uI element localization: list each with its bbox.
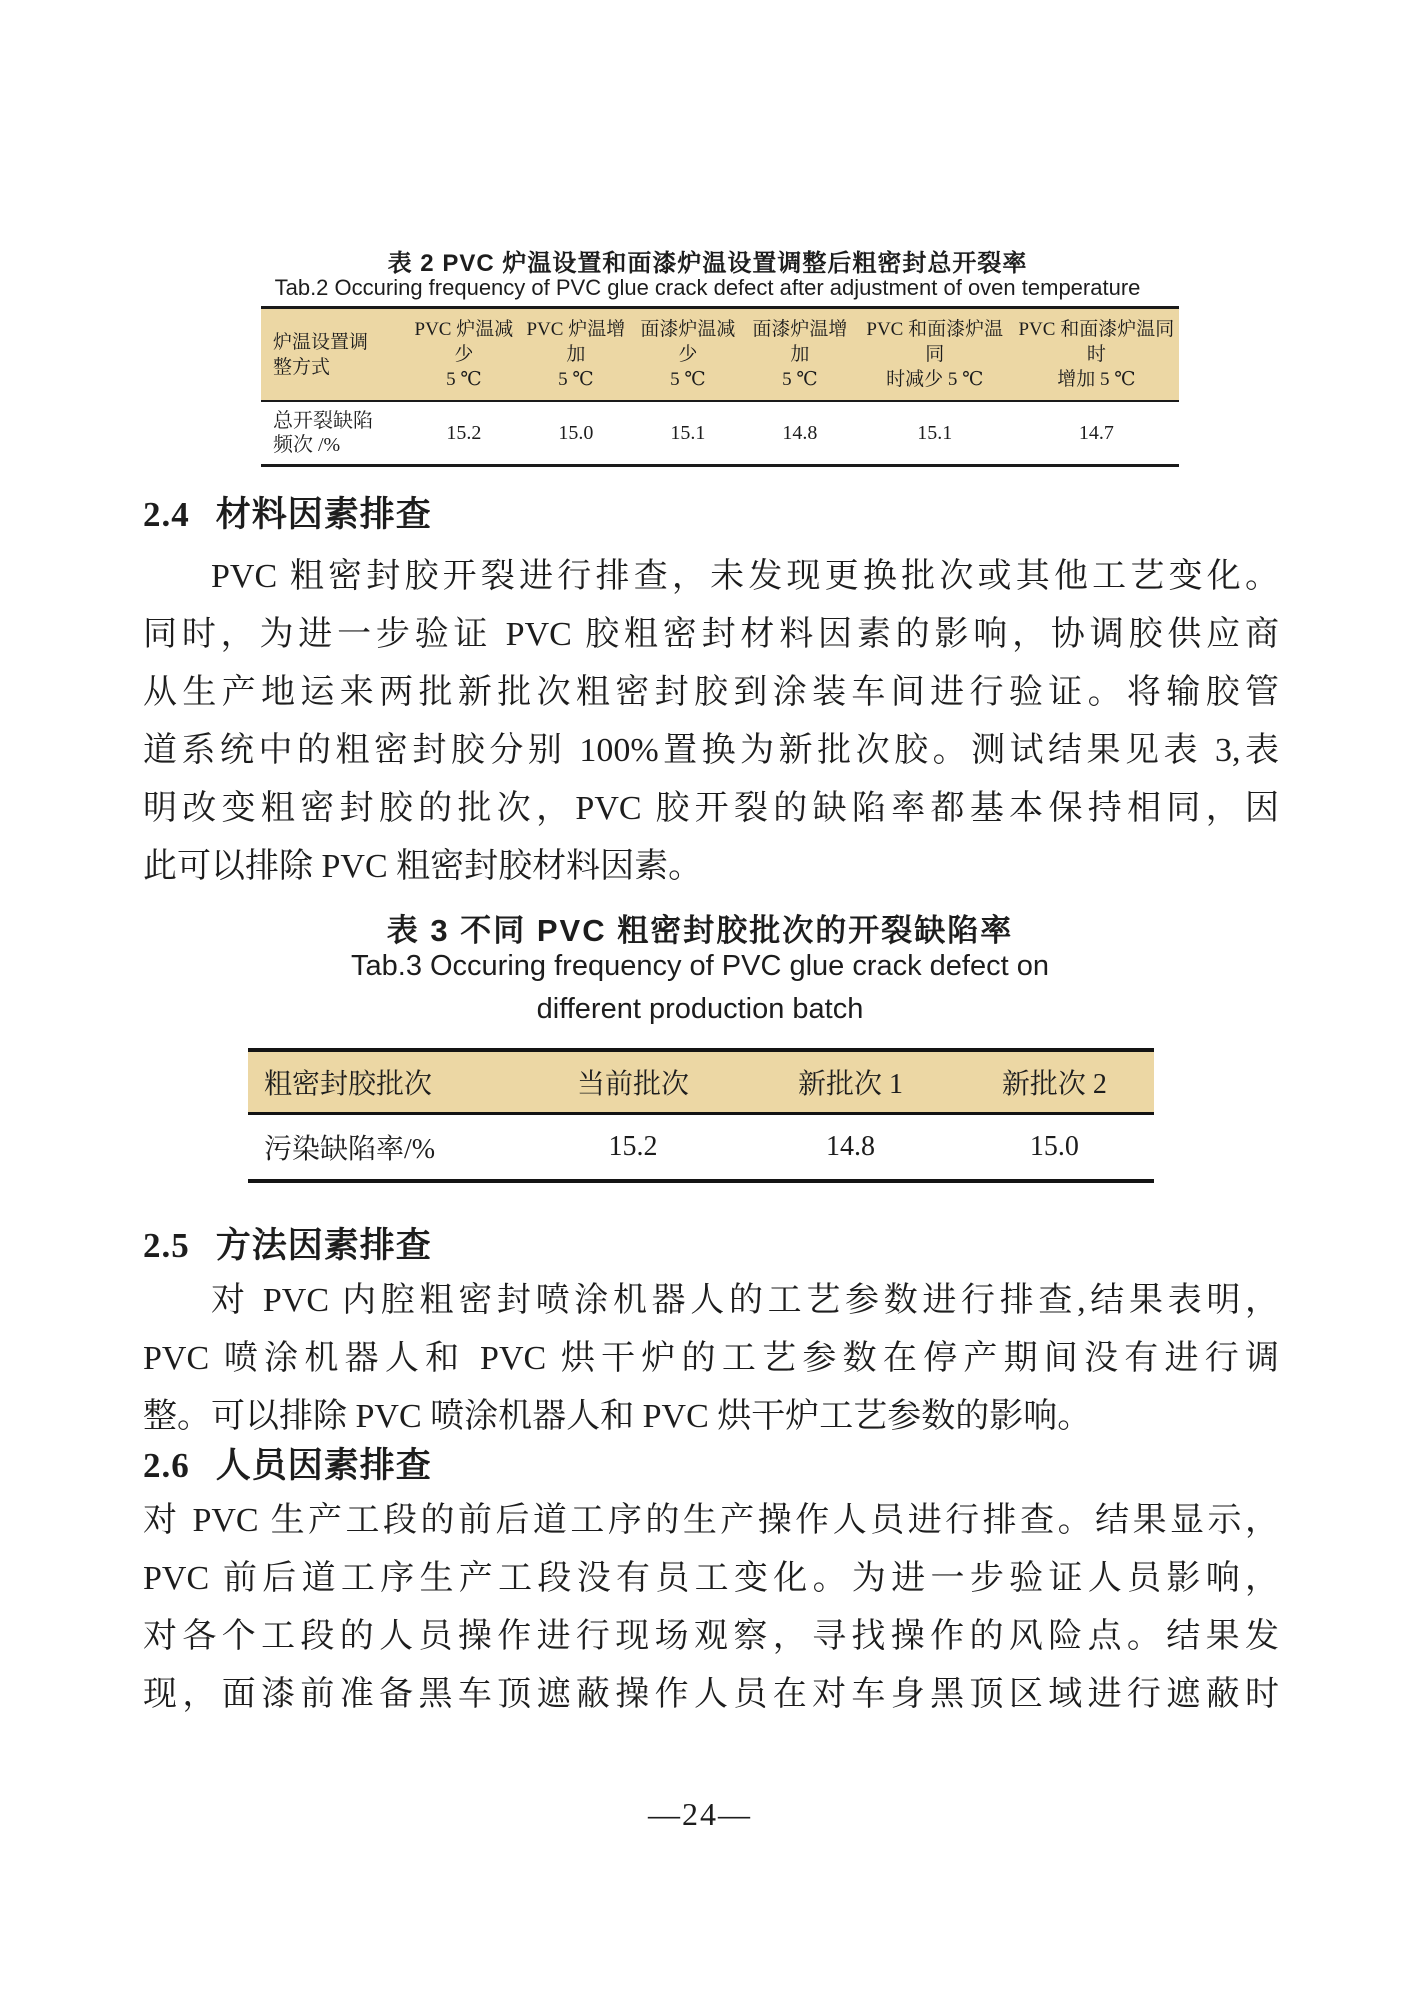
page-number: —24—	[648, 1796, 752, 1832]
table2-value: 14.8	[782, 422, 818, 444]
table2-header-text: 增加 5 ℃	[1057, 369, 1136, 390]
table3-header-cell: 新批次 2	[955, 1050, 1154, 1114]
table3-data-row	[248, 1114, 1154, 1182]
table2-value: 15.1	[670, 422, 706, 444]
table2-data-row	[261, 401, 1179, 466]
table3-header-cell: 新批次 1	[746, 1050, 954, 1114]
section-2-5-heading	[143, 1218, 1279, 1268]
table2-value: 15.1	[917, 422, 953, 444]
paragraph-line: PVC 喷涂机器人和 PVC 烘干炉的工艺参数在停产期间没有进行调	[143, 1340, 1279, 1377]
paragraph-line: PVC 前后道工序生产工段没有员工变化。为进一步验证人员影响，	[143, 1560, 1279, 1597]
section-2-4-heading	[143, 487, 1279, 537]
table3	[248, 1048, 1154, 1183]
paragraph-line: 此可以排除 PVC 粗密封胶材料因素。	[143, 848, 703, 885]
table2-row-label	[261, 401, 408, 466]
section-2-6-heading	[143, 1438, 1279, 1488]
table3-value: 15.2	[608, 1131, 658, 1162]
table3-header-cell: 当前批次	[520, 1050, 747, 1114]
section-2-4-paragraph	[143, 548, 1279, 896]
section-title: 方法因素排查	[215, 1226, 432, 1265]
table2-header-text: 炉温设置调	[273, 331, 369, 353]
table2-header-text: 面漆炉温减少	[640, 319, 736, 365]
paragraph-line: 对各个工段的人员操作进行现场观察，寻找操作的风险点。结果发	[143, 1618, 1279, 1655]
table2-value: 14.7	[1078, 422, 1114, 444]
table2-header-cell	[744, 308, 856, 402]
table2-header-text: 5 ℃	[670, 369, 706, 390]
section-2-6-paragraph	[143, 1492, 1279, 1724]
table2-header-text: PVC 和面漆炉温同	[866, 319, 1004, 365]
table2	[261, 306, 1179, 467]
table3-caption-en-line2: different production batch	[536, 993, 864, 1025]
table3-header-row	[248, 1050, 1154, 1114]
table2-header-cell	[856, 308, 1014, 402]
table2-header-cell	[408, 308, 520, 402]
section-title: 材料因素排查	[215, 495, 432, 534]
table2-row-label-text: 总开裂缺陷	[273, 410, 373, 432]
table2-value: 15.2	[446, 422, 482, 444]
paragraph-line: 明改变粗密封胶的批次，PVC 胶开裂的缺陷率都基本保持相同，因	[143, 790, 1279, 827]
table2-header-text: 时减少 5 ℃	[886, 369, 984, 390]
paragraph-line: PVC 粗密封胶开裂进行排查，未发现更换批次或其他工艺变化。	[211, 558, 1279, 595]
table2-caption-zh: 表 2 PVC 炉温设置和面漆炉温设置调整后粗密封总开裂率	[387, 250, 1028, 277]
table2-header-row	[261, 308, 1179, 402]
paragraph-line: 同时，为进一步验证 PVC 胶粗密封材料因素的影响，协调胶供应商	[143, 616, 1279, 653]
table2-header-text: 面漆炉温增加	[752, 319, 848, 365]
section-2-5-paragraph	[143, 1272, 1279, 1446]
table2-header-cell	[1014, 308, 1179, 402]
table2-row-label-text: 频次 /%	[273, 434, 341, 456]
table2-header-cell	[261, 308, 408, 402]
table2-header-text: 整方式	[273, 356, 331, 378]
paragraph-line: 对 PVC 内腔粗密封喷涂机器人的工艺参数进行排查,结果表明，	[211, 1282, 1279, 1319]
table3-row-label: 污染缺陷率/%	[264, 1134, 436, 1165]
table2-value: 15.0	[558, 422, 594, 444]
table2-header-cell	[520, 308, 632, 402]
paragraph-line: 整。可以排除 PVC 喷涂机器人和 PVC 烘干炉工艺参数的影响。	[143, 1398, 1092, 1435]
paragraph-line: 从生产地运来两批新批次粗密封胶到涂装车间进行验证。将输胶管	[143, 674, 1279, 711]
table2-header-text: PVC 炉温减少	[414, 319, 514, 365]
table2-header-cell	[632, 308, 744, 402]
table2-header-text: 5 ℃	[446, 369, 482, 390]
table3-header-cell: 粗密封胶批次	[248, 1050, 520, 1114]
section-number: 2.6	[143, 1446, 190, 1485]
section-number: 2.4	[143, 495, 190, 534]
paragraph-line: 道系统中的粗密封胶分别 100%置换为新批次胶。测试结果见表 3,表	[143, 732, 1279, 769]
table3-caption-zh: 表 3 不同 PVC 粗密封胶批次的开裂缺陷率	[386, 913, 1014, 948]
paragraph-line: 对 PVC 生产工段的前后道工序的生产操作人员进行排查。结果显示，	[143, 1502, 1279, 1539]
table3-value: 15.0	[1029, 1131, 1079, 1162]
table2-header-text: 5 ℃	[558, 369, 594, 390]
table3-caption-en-line1: Tab.3 Occuring frequency of PVC glue crack defect on	[351, 950, 1049, 982]
table3-value: 14.8	[825, 1131, 875, 1162]
paragraph-line: 现，面漆前准备黑车顶遮蔽操作人员在对车身黑顶区域进行遮蔽时	[143, 1676, 1279, 1713]
table2-header-text: PVC 和面漆炉温同时	[1018, 319, 1175, 365]
section-title: 人员因素排查	[215, 1446, 432, 1485]
table2-caption-en: Tab.2 Occuring frequency of PVC glue crack defect after adjustment of oven temperature	[274, 275, 1141, 300]
table2-header-text: PVC 炉温增加	[526, 319, 626, 365]
section-number: 2.5	[143, 1226, 190, 1265]
table2-header-text: 5 ℃	[782, 369, 818, 390]
